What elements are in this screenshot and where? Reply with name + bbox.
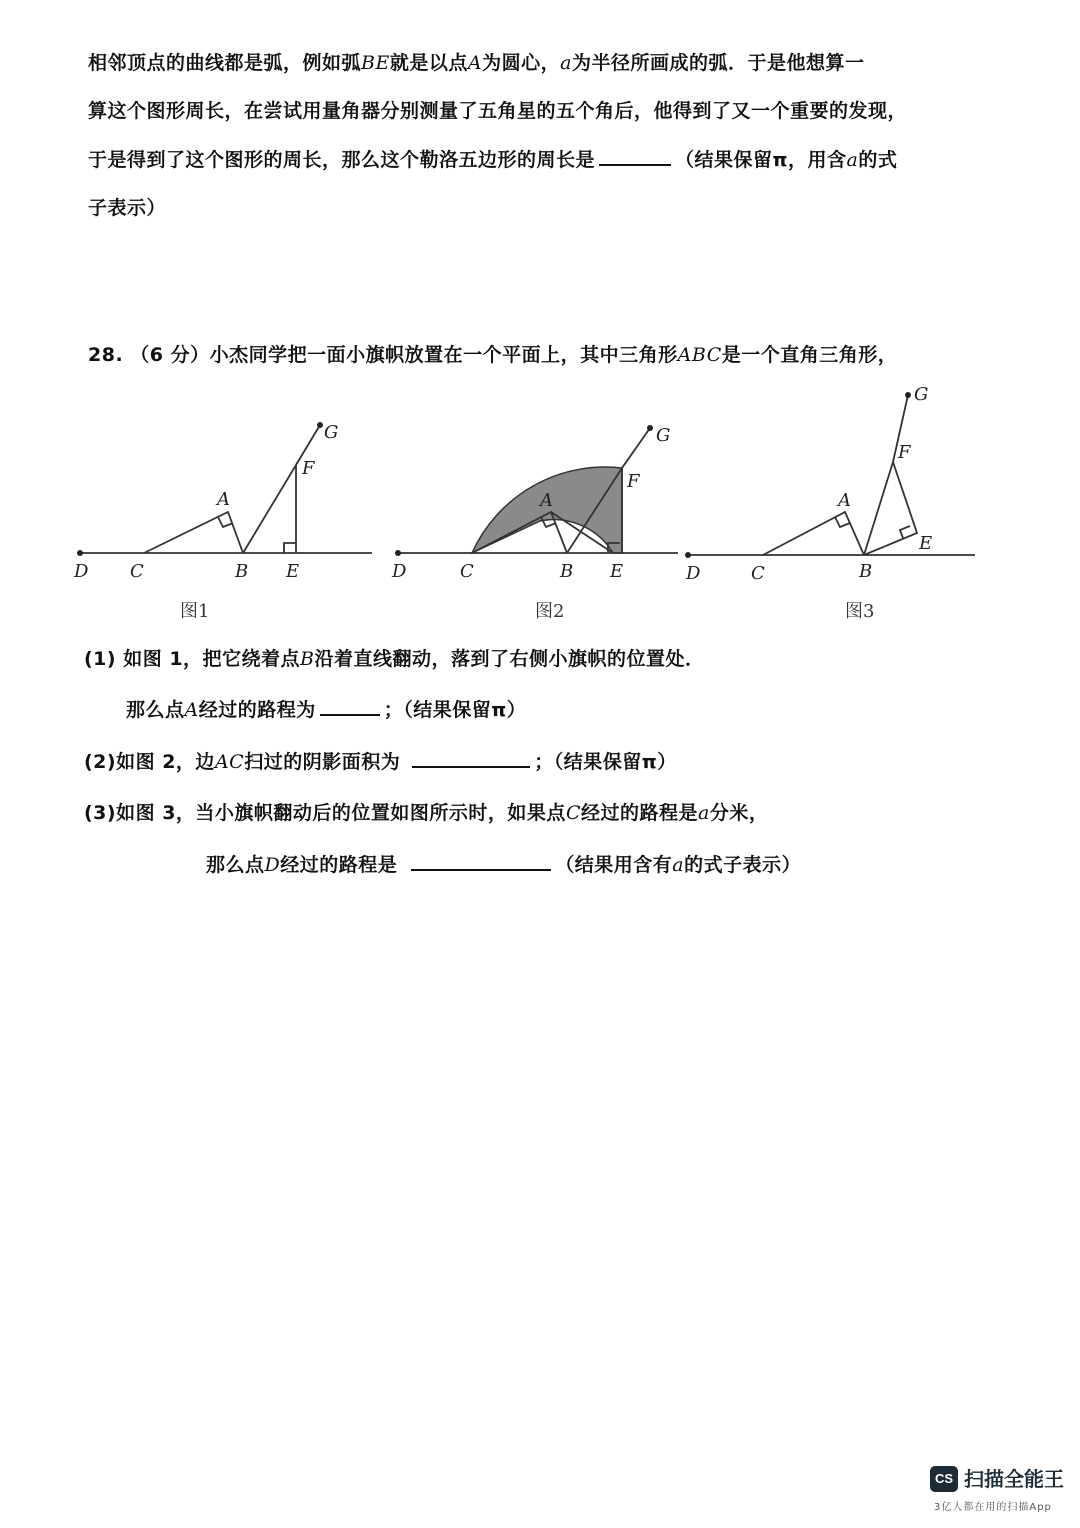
fig3-label-f: F bbox=[898, 442, 911, 463]
figure-3 bbox=[688, 395, 975, 555]
fig1-right-angle-e bbox=[284, 543, 296, 553]
problem-score: （6 分） bbox=[130, 344, 210, 366]
intro-line-3-c: 的式 bbox=[858, 149, 898, 171]
fig2-label-c: C bbox=[460, 561, 474, 582]
intro-line-1-a: 相邻顶点的曲线都是弧，例如弧 bbox=[88, 52, 362, 74]
intro-line-4: 子表示） bbox=[88, 197, 167, 219]
q1-line2-c: ；（结果保留π） bbox=[383, 699, 527, 721]
intro-line-1-d: 为半径所画成的弧．于是他想算一 bbox=[571, 52, 865, 74]
question-1-line-1 bbox=[84, 646, 705, 672]
figures-canvas bbox=[0, 0, 1080, 640]
fig1-label-c: C bbox=[130, 561, 144, 582]
question-1-line-2 bbox=[126, 696, 526, 723]
fig1-label-g: G bbox=[324, 422, 339, 443]
q3-var-a-2: a bbox=[672, 854, 685, 876]
fig3-label-a: A bbox=[838, 490, 851, 511]
fig2-pole-fg bbox=[622, 428, 650, 468]
q3-text-a: (3)如图 3，当小旗帜翻动后的位置如图所示时，如果点 bbox=[84, 802, 566, 824]
q1-text-a: (1) 如图 1，把它绕着点 bbox=[84, 648, 301, 670]
fig1-label-e: E bbox=[286, 561, 300, 582]
q2-text-c: ；（结果保留π） bbox=[534, 751, 677, 773]
fig2-label-f: F bbox=[627, 471, 640, 492]
answer-blank-q3[interactable] bbox=[411, 851, 551, 871]
fig2-label-b: B bbox=[560, 561, 574, 582]
q3-text-c: 分米， bbox=[709, 802, 769, 824]
q2-edge-ac: AC bbox=[214, 751, 245, 773]
fig3-caption: 图3 bbox=[845, 601, 875, 622]
watermark-tagline: 3亿人都在用的扫描App bbox=[934, 1502, 1052, 1513]
fig1-label-a: A bbox=[217, 489, 230, 510]
intro-line-1-b: 就是以点 bbox=[389, 52, 468, 74]
triangle-abc-label: ABC bbox=[677, 344, 722, 366]
q1-point-a: A bbox=[184, 699, 199, 721]
fig2-label-a: A bbox=[540, 490, 553, 511]
fig3-triangle-abc bbox=[763, 512, 864, 555]
intro-line-1-c: 为圆心， bbox=[482, 52, 561, 74]
question-3-line-1 bbox=[84, 800, 768, 826]
fig1-label-f: F bbox=[302, 458, 315, 479]
watermark-app-name: 扫描全能王 bbox=[964, 1467, 1064, 1491]
q3-text-b: 经过的路程是 bbox=[580, 802, 698, 824]
fig1-label-b: B bbox=[235, 561, 249, 582]
fig3-point-g bbox=[905, 392, 911, 398]
fig2-point-d bbox=[395, 550, 401, 556]
problem-number: 28. bbox=[88, 344, 124, 366]
fig3-point-d bbox=[685, 552, 691, 558]
arc-be-label: BE bbox=[361, 52, 390, 74]
fig1-label-d: D bbox=[74, 561, 89, 582]
question-3-line-2 bbox=[206, 851, 801, 878]
problem-stem-a: 小杰同学把一面小旗帜放置在一个平面上，其中三角形 bbox=[209, 344, 678, 366]
q1-text-b: 沿着直线翻动，落到了右侧小旗帜的位置处． bbox=[314, 648, 705, 670]
fig3-label-c: C bbox=[751, 563, 765, 584]
fig3-label-g: G bbox=[914, 384, 929, 405]
var-a-label-2: a bbox=[846, 149, 859, 171]
fig3-label-e: E bbox=[919, 533, 933, 554]
q1-point-b: B bbox=[300, 648, 315, 670]
camscanner-logo-icon: CS bbox=[930, 1466, 958, 1492]
fig1-triangle-abc bbox=[144, 512, 243, 553]
q3-point-d: D bbox=[264, 854, 281, 876]
answer-blank-q2[interactable] bbox=[412, 748, 530, 768]
intro-line-2: 算这个图形周长，在尝试用量角器分别测量了五角星的五个角后，他得到了又一个重要的发现， bbox=[88, 100, 908, 122]
q3-line2-c: （结果用含有 bbox=[555, 854, 673, 876]
fig2-label-d: D bbox=[392, 561, 407, 582]
var-a-label: a bbox=[560, 52, 572, 74]
problem-stem-b: 是一个直角三角形， bbox=[721, 344, 898, 366]
q3-line2-b: 经过的路程是 bbox=[280, 854, 398, 876]
fig1-triangle-bfe bbox=[243, 465, 296, 553]
fig3-triangle-bfe bbox=[864, 462, 917, 555]
question-2 bbox=[84, 748, 677, 775]
fig2-label-g: G bbox=[656, 425, 671, 446]
fig1-point-g bbox=[317, 422, 323, 428]
fig3-label-d: D bbox=[686, 563, 701, 584]
q3-var-a: a bbox=[698, 802, 710, 824]
point-a-label: A bbox=[467, 52, 483, 74]
q1-line2-b: 经过的路程为 bbox=[198, 699, 316, 721]
q3-line2-d: 的式子表示） bbox=[684, 854, 802, 876]
fig2-point-g bbox=[647, 425, 653, 431]
fig2-caption: 图2 bbox=[535, 601, 565, 622]
answer-blank-q1[interactable] bbox=[320, 696, 380, 716]
q3-line2-a: 那么点 bbox=[206, 854, 265, 876]
intro-line-3-b: （结果保留π，用含 bbox=[675, 149, 847, 171]
q3-point-c: C bbox=[565, 802, 581, 824]
fig1-caption: 图1 bbox=[180, 601, 210, 622]
fig1-point-d bbox=[77, 550, 83, 556]
q2-text-b: 扫过的阴影面积为 bbox=[244, 751, 401, 773]
fig2-label-e: E bbox=[610, 561, 624, 582]
fig3-label-b: B bbox=[859, 561, 873, 582]
intro-line-3-a: 于是得到了这个图形的周长，那么这个勒洛五边形的周长是 bbox=[88, 149, 596, 171]
q2-text-a: (2)如图 2，边 bbox=[84, 751, 215, 773]
q1-line2-a: 那么点 bbox=[126, 699, 185, 721]
